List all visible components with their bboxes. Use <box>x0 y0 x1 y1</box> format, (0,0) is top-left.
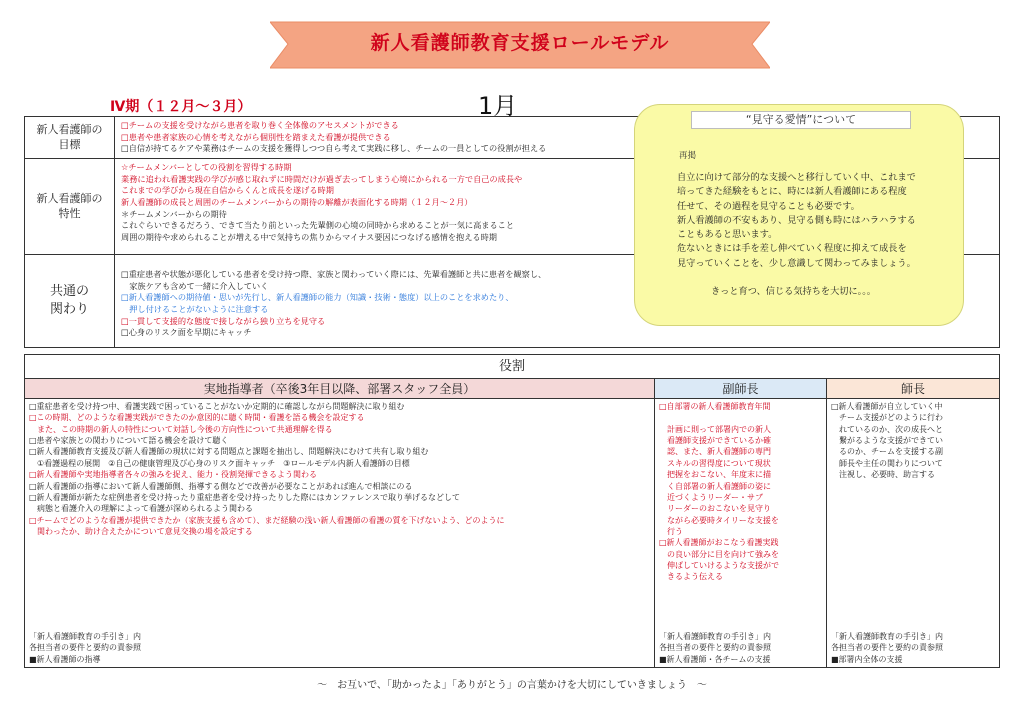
footer-line: 各担当者の要件と要約の責参照 <box>659 643 771 653</box>
text-line: □一貫して支援的な態度で接しながら独り立ちを見守る <box>121 315 326 326</box>
text-line: く自部署の新人看護師の姿に <box>659 481 771 491</box>
text-line: □重症患者を受け持つ中、看護実践で困っていることがないか定期的に確認しながら問題解決に取り組む <box>29 402 405 411</box>
text-line: □新人看護師や実地指導者各々の強みを捉え、能力・役割発揮できるよう関わる <box>29 470 318 480</box>
note-line: 見守っていくことを、少し意識して関わってみましょう。 <box>677 257 916 269</box>
column-body-jisshi <box>25 399 655 667</box>
text-line: 周囲の期待や求められることが増える中で気持ちの焦りからマイナス要因につなげる感情を抱える時期 <box>121 231 497 242</box>
text-line: □患者や患者家族の心情を考えながら個別性を踏まえた看護が提供できる <box>121 131 391 142</box>
page-title: 新人看護師教育支援ロールモデル <box>370 32 670 54</box>
text-line: 計画に則って部署内での新人 <box>659 424 771 434</box>
text-line <box>659 412 779 423</box>
text-line: ながら必要時タイリーな支援を <box>659 515 779 525</box>
text-line: □心身のリスク面を早期にキャッチ <box>121 327 252 338</box>
note-line: 自立に向けて部分的な支援へと移行していく中、これまで <box>677 172 916 183</box>
footer-line: 「新人看護師教育の手引き」内 <box>831 631 943 641</box>
text-line: □新人看護師の指導において新人看護師側、指導する側などで改善が必要なことがあれば進んで相談にのる <box>29 481 413 491</box>
text-line: 行う <box>659 526 683 536</box>
text-line: □新人看護師が自立していく中 <box>831 402 943 411</box>
text-line: ＊チームメンバーからの期待 <box>121 208 227 219</box>
title-banner <box>270 18 770 74</box>
text-line: れているのか、次の成長へと <box>831 424 943 434</box>
text-line: 近づくようリーダー・サブ <box>659 492 763 502</box>
text-line: 家族ケアも含めて一緒に介入していく <box>121 280 269 291</box>
text-line: チーム支援がどのように行わ <box>831 413 943 423</box>
role-lines <box>659 401 779 583</box>
footer-line: ■新人看護師の指導 <box>29 654 101 664</box>
text-line: □重症患者や状態が悪化している患者を受け持つ際、家族と関わっていく際には、先輩看護師と共に患者を観察し、 <box>121 269 547 279</box>
footer-line: ■部署内全体の支援 <box>831 654 903 664</box>
text-line: これまでの学びから現在自信からくんと成長を遂げる時期 <box>121 185 334 196</box>
text-line: 押し付けることがないように注意する <box>121 303 269 314</box>
text-line: □患者や家族との関わりについて語る機会を設けて聴く <box>29 436 229 446</box>
row-content <box>121 162 661 243</box>
text-line: □新人看護師が新たな症例患者を受け持ったり重症患者を受け持ったりした際にはカンファレンスで取り挙げるなどして <box>29 492 460 502</box>
text-line: 伸ばしていけるような支援がで <box>659 561 779 571</box>
text-line: 繋がるような支援ができてい <box>831 436 943 446</box>
note-line: 培ってきた経験をもとに、時には新人看護師にある程度 <box>677 186 907 198</box>
text-line: これぐらいできるだろう、できて当たり前といった先輩側の心境の同時から求めることが一気に高まること <box>121 220 515 231</box>
text-line: 関わったか、助け合えたかについて意見交換の場を設定する <box>29 526 253 536</box>
role-footer <box>659 631 771 665</box>
footer-line: 「新人看護師教育の手引き」内 <box>659 631 771 641</box>
text-line: 認、また、新人看護師の専門 <box>659 447 771 457</box>
text-line: 新人看護師の成長と周囲のチームメンバーからの期待の解離が表面化する時期（１２月～２月） <box>121 196 473 207</box>
column-header-shicho: 師長 <box>827 379 999 399</box>
note-line: こともあると思います。 <box>677 229 778 240</box>
note-line: 危ないときには手を差し伸べていく程度に抑えて成長を <box>677 243 907 255</box>
text-line: □新人看護師がおこなう看護実践 <box>659 538 779 548</box>
row-label: 新人看護師の 特性 <box>25 159 115 254</box>
period-label: Ⅳ期（１２月～３月） <box>110 99 252 115</box>
footer-line: 各担当者の要件と要約の責参照 <box>29 643 141 653</box>
footer-line: ■新人看護師・各チームの支援 <box>659 654 771 664</box>
text-line: 病態と看護介入の理解によって看護が深められるよう関わる <box>29 504 253 514</box>
text-line: □チームの支援を受けながら患者を取り巻く全体像のアセスメントができる <box>121 120 399 130</box>
note-title: “見守る愛情”について <box>691 111 911 129</box>
role-footer <box>831 631 943 665</box>
text-line: るのか、チームを支援する副 <box>831 447 943 457</box>
column-header-jisshi: 実地指導者（卒後3年目以降、部署スタッフ全員） <box>25 379 655 399</box>
row-label: 共通の 関わり <box>25 255 115 347</box>
role-footer <box>29 631 141 665</box>
column-body-fuku-shicho <box>655 399 827 667</box>
text-line: □新人看護師への期待値・思いが先行し、新人看護師の能力（知識・技術・態度）以上のことを求めたり、 <box>121 292 514 303</box>
note-line: 新人看護師の不安もあり、見守る側も時にはハラハラする <box>677 214 916 226</box>
text-line: リーダーのおこないを見守り <box>659 504 771 514</box>
text-line: 把握をおこない、年度末に描 <box>659 470 771 480</box>
note-repost-label: 再掲 <box>679 151 697 161</box>
text-line: □チームでどのような看護が提供できたか（家族支援も含めて）、まだ経験の浅い新人看護師の看護の質を下げないよう、どのように <box>29 515 505 525</box>
note-line: 任せて、その過程を見守ることも必要です。 <box>677 200 860 212</box>
note-closing: きっと育つ、信じる気持ちを大切に。。。 <box>711 286 876 297</box>
mimamoru-note <box>634 104 964 326</box>
text-line: また、この時期の新人の特性について対話し今後の方向性について共通理解を得る <box>29 424 333 434</box>
roles-table <box>24 354 1000 668</box>
month-label: 1月 <box>478 92 518 120</box>
note-body <box>677 171 957 271</box>
column-body-shicho <box>827 399 999 667</box>
row-content <box>121 120 661 155</box>
text-line: きるよう伝える <box>659 572 723 582</box>
text-line: 看護師支援ができているか確 <box>659 436 771 446</box>
text-line: ①看護過程の展開 ②自己の健康管理及び心身のリスク面キャッチ ③ロールモデル内新人看護師の目標 <box>29 458 410 468</box>
text-line: 注視し、必要時、助言する <box>831 470 935 480</box>
text-line: □新人看護師教育支援及び新人看護師の現状に対する問題点と課題を抽出し、問題解決にむけて共有し取り組む <box>29 447 429 457</box>
text-line: ☆チームメンバーとしての役割を習得する時期 <box>121 162 292 172</box>
text-line: □自部署の新人看護師教育年間 <box>659 402 771 411</box>
roles-title: 役割 <box>25 355 999 379</box>
row-label: 新人看護師の 目標 <box>25 117 115 158</box>
text-line: 業務に追われ看護実践の学びが感じ取れずに時間だけが過ぎ去ってしまう心境にかられる一方で自己の成長や <box>121 173 523 184</box>
text-line: □この時期、どのような看護実践ができたのか意図的に聴く時間・看護を語る機会を設定する <box>29 413 365 423</box>
text-line: □自信が持てるケアや業務はチームの支援を獲得しつつ自ら考えて実践に移し、チームの一員としての役割が担える <box>121 143 547 154</box>
column-header-fuku-shicho: 副師長 <box>655 379 827 399</box>
footer-line: 各担当者の要件と要約の責参照 <box>831 643 943 653</box>
text-line: 師長や主任の関わりについて <box>831 458 943 468</box>
row-content <box>121 269 661 339</box>
text-line: スキルの習得度について現状 <box>659 458 771 468</box>
role-lines <box>831 401 943 481</box>
footer-line: 「新人看護師教育の手引き」内 <box>29 631 141 641</box>
role-lines <box>29 401 505 537</box>
text-line: の良い部分に目を向けて強みを <box>659 549 779 559</box>
footer-message: ～ お互いで、「助かったよ」「ありがとう」の言葉かけを大切にしていきましょう ～ <box>317 680 707 691</box>
